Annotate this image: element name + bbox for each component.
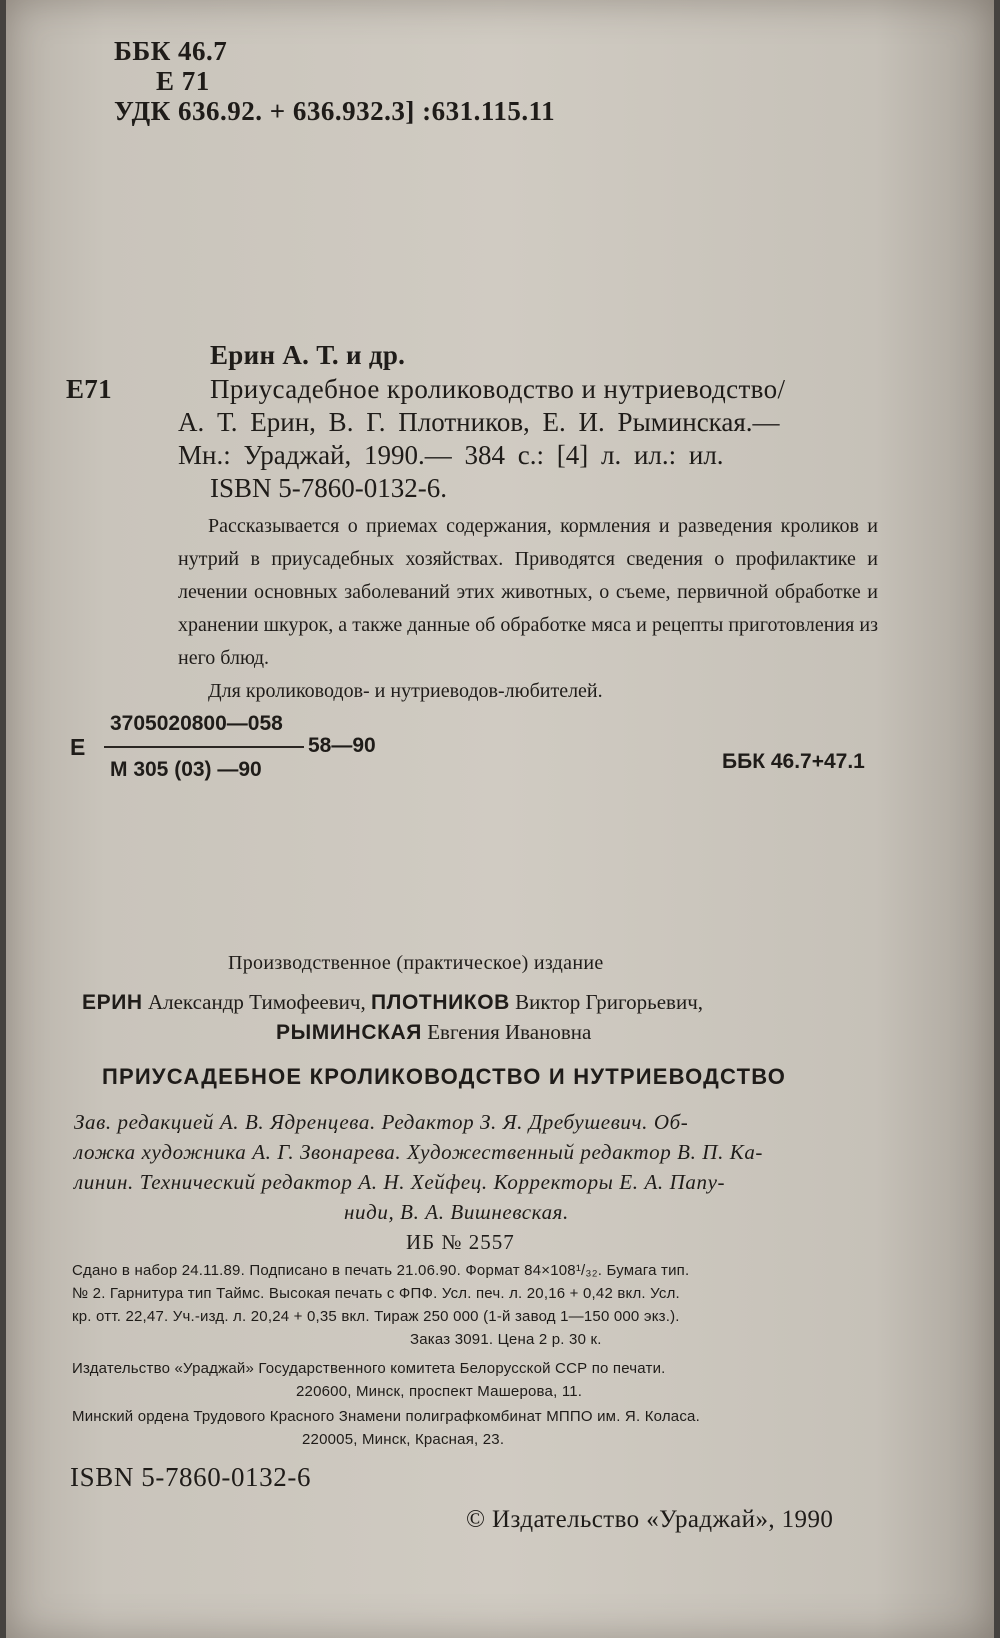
author-heading: Ерин А. Т. и др. [210,340,406,370]
author-index: Е 71 [156,66,210,96]
author1-surname: ЕРИН [82,991,143,1014]
bbk-bottom: ББК 46.7+47.1 [722,750,865,773]
title-caps: ПРИУСАДЕБНОЕ КРОЛИКОВОДСТВО И НУТРИЕВОДСТВО [102,1064,787,1089]
staff-line-2: ложка художника А. Г. Звонарева. Художественный редактор В. П. Ка- [74,1140,764,1164]
book-title-line: Приусадебное кролиководство и нутриеводство/ [210,374,786,404]
ib-number: ИБ № 2557 [406,1230,515,1254]
formula-numerator: 3705020800—058 [110,712,283,735]
formula-suffix: 58—90 [308,734,376,757]
tech-line-4: Заказ 3091. Цена 2 р. 30 к. [410,1331,602,1348]
staff-line-1: Зав. редакцией А. В. Ядренцева. Редактор З. Я. Дребушевич. Об- [74,1110,689,1134]
publisher-line-1: Издательство «Ураджай» Государственного комитета Белорусской ССР по печати. [72,1360,666,1377]
catalog-mark: Е71 [66,374,112,404]
copyright: © Издательство «Ураджай», 1990 [466,1506,834,1533]
authors-line: А. Т. Ерин, В. Г. Плотников, Е. И. Рыминская.— [178,407,780,437]
bbk-code: ББК 46.7 [114,36,228,66]
author3-surname: РЫМИНСКАЯ [276,1021,422,1044]
edition-type: Производственное (практическое) издание [228,952,604,974]
udk-code: УДК 636.92. + 636.932.3] :631.115.11 [114,96,556,126]
formula-denominator: М 305 (03) —90 [110,758,262,781]
printer-line-1: Минский ордена Трудового Красного Знамени полиграфкомбинат МППО им. Я. Коласа. [72,1408,700,1425]
tech-line-3: кр. отт. 22,47. Уч.-изд. л. 20,24 + 0,35 вкл. Тираж 250 000 (1-й завод 1—150 000 экз.). [72,1308,680,1325]
staff-line-4: ниди, В. А. Вишневская. [344,1200,569,1224]
publisher-line: Мн.: Ураджай, 1990.— 384 с.: [4] л. ил.: ил. [178,440,724,470]
tech-line-2: № 2. Гарнитура тип Таймс. Высокая печать с ФПФ. Усл. печ. л. 20,16 + 0,42 вкл. Усл. [72,1285,680,1302]
book-imprint-page [6,0,994,1638]
printer-line-2: 220005, Минск, Красная, 23. [302,1431,505,1448]
publisher-line-2: 220600, Минск, проспект Машерова, 11. [296,1383,583,1400]
isbn-bottom: ISBN 5-7860-0132-6 [70,1462,312,1492]
annotation-text: Рассказывается о приемах содержания, кормления и разведения кроликов и нутрий в приусадебных хозяйствах. Приводятся сведения о профилактике и лечении основных заболеваний этих животных, о съеме, первичной обработке и хранении шкурок, а также данные об обработке мяса и рецепты приготовления из него блюд. [178,515,878,669]
isbn-line: ISBN 5-7860-0132-6. [210,473,447,503]
author2-surname: ПЛОТНИКОВ [370,991,510,1014]
author3-name: Евгения Ивановна [427,1020,592,1044]
audience-text: Для кролиководов- и нутриеводов-любителей. [208,680,603,702]
annotation [178,510,878,708]
formula-rule [104,746,304,748]
tech-line-1: Сдано в набор 24.11.89. Подписано в печать 21.06.90. Формат 84×108¹/₃₂. Бумага тип. [72,1262,690,1279]
author2-name: Виктор Григорьевич, [515,990,704,1014]
authors-full-line1 [82,990,703,1015]
authors-full-line2 [276,1020,591,1045]
author1-name: Александр Тимофеевич, [147,990,366,1014]
formula-letter: Е [70,734,86,760]
staff-line-3: линин. Технический редактор А. Н. Хейфец. Корректоры Е. А. Папу- [74,1170,726,1194]
